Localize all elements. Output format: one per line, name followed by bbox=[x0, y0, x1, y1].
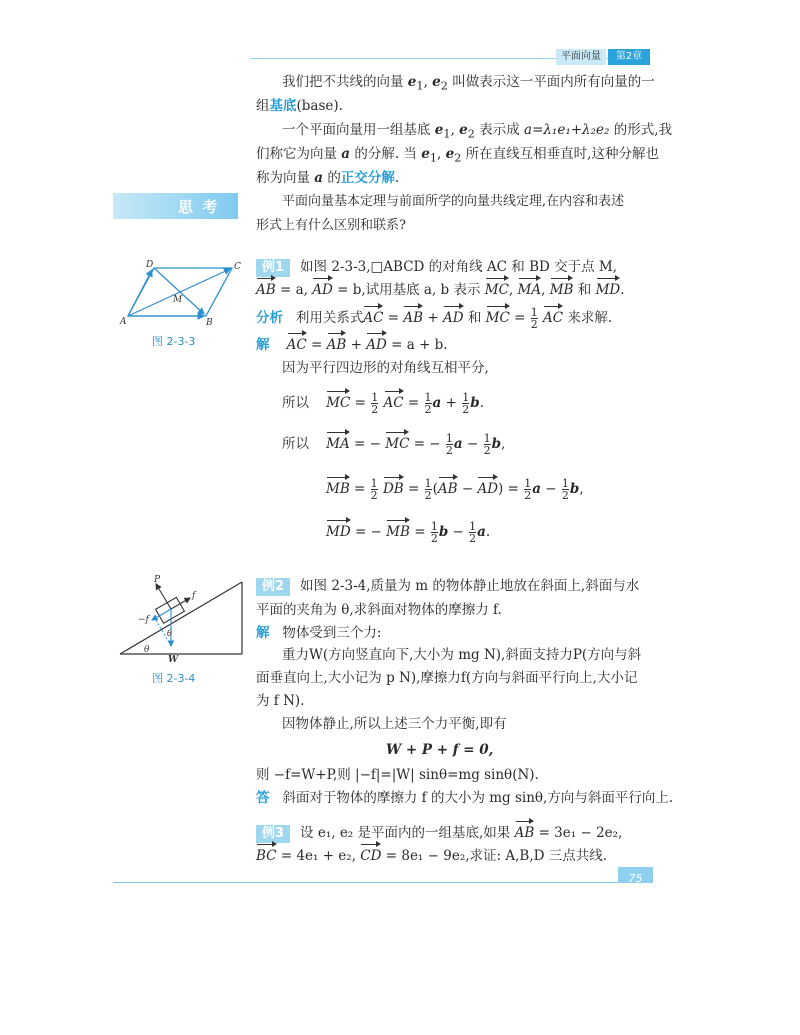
think-label-box bbox=[113, 193, 238, 219]
example2-sol2: 重力W(方向竖直向下,大小为 mg N),斜面支持力P(方向与斜 bbox=[282, 647, 642, 663]
intro-line3: 一个平面向量用一组基底 $e_1$, $e_2$ 表示成 a=λ₁e₁+λ₂e₂ 的形式,我 bbox=[282, 122, 673, 141]
example1-solution2: 因为平行四边形的对角线互相平分, bbox=[282, 360, 489, 376]
example1-badge: 例1 bbox=[256, 259, 290, 277]
example1-analysis: 分析 利用关系式AC = AB + AD 和 MC = $\frac{1}{2}$ AC 来求解. bbox=[256, 306, 613, 331]
section-title: 平面向量 bbox=[561, 51, 601, 62]
keyword-basis: 基底 bbox=[269, 98, 297, 114]
label-neg-f: −f bbox=[138, 615, 149, 625]
label-A: A bbox=[120, 317, 127, 326]
example2-sol6: 则 −f=W+P,则 |−f|=|W| sinθ=mg sinθ(N). bbox=[256, 767, 539, 783]
label-f: f bbox=[192, 591, 196, 601]
example1-mb: MB = $\frac{1}{2}$ DB = $\frac{1}{2}$ (AB − AD) = $\frac{1}{2}$ a − $\frac{1}{2}$ b, bbox=[326, 477, 584, 502]
intro-line4: 们称它为向量 a 的分解. 当 $e_1$, $e_2$ 所在直线互相垂直时,这种分解也 bbox=[256, 146, 659, 165]
chapter-title: 第2章 bbox=[615, 51, 643, 62]
figure-parallelogram bbox=[118, 258, 248, 326]
label-B: B bbox=[206, 318, 213, 326]
figure2-caption: 图 2-3-4 bbox=[152, 672, 196, 685]
think-line2: 形式上有什么区别和联系? bbox=[256, 218, 406, 233]
example1-md: MD = − MB = $\frac{1}{2}$ b − $\frac{1}{2}$ a. bbox=[326, 520, 491, 545]
label-C: C bbox=[234, 262, 241, 272]
think-label: 思 考 bbox=[178, 198, 220, 216]
solution-label: 解 bbox=[256, 337, 270, 353]
figure1-caption: 图 2-3-3 bbox=[152, 335, 196, 348]
example1-solution1: 解 AC = AB + AD = a + b. bbox=[256, 337, 448, 353]
label-M: M bbox=[173, 295, 183, 305]
header-section bbox=[556, 49, 606, 65]
think-line1: 平面向量基本定理与前面所学的向量共线定理,在内容和表述 bbox=[282, 194, 625, 209]
example3-badge: 例3 bbox=[256, 825, 290, 843]
example2-line1: 例2 如图 2-3-4,质量为 m 的物体静止地放在斜面上,斜面与水 bbox=[256, 576, 639, 596]
example2-badge: 例2 bbox=[256, 578, 290, 596]
example2-answer: 答 斜面对于物体的摩擦力 f 的大小为 mg sinθ,方向与斜面平行向上. bbox=[256, 790, 674, 806]
label-D: D bbox=[146, 260, 154, 270]
example1-mc: 所以 MC = $\frac{1}{2}$ AC = $\frac{1}{2}$ a + $\frac{1}{2}$ b. bbox=[282, 391, 484, 416]
intro-line5: 称为向量 a 的正交分解. bbox=[256, 170, 400, 186]
example1-line2: AB = a, AD = b,试用基底 a, b 表示 MC, MA, MB 和 MD. bbox=[256, 282, 625, 298]
label-W: W bbox=[168, 655, 179, 665]
example3-line1: 例3 设 e₁, e₂ 是平面内的一组基底,如果 AB = 3e₁ − 2e₂, bbox=[256, 823, 622, 843]
example2-line2: 平面的夹角为 θ,求斜面对物体的摩擦力 f. bbox=[256, 602, 502, 618]
header-chapter bbox=[608, 49, 650, 65]
keyword-orthogonal: 正交分解 bbox=[340, 170, 395, 186]
label-P: P bbox=[154, 575, 161, 585]
example2-solution-start: 解 物体受到三个力: bbox=[256, 625, 382, 641]
page-number-box bbox=[618, 867, 653, 883]
solution2-label: 解 bbox=[256, 625, 270, 641]
example2-sol5: 因物体静止,所以上述三个力平衡,即有 bbox=[282, 716, 507, 732]
analysis-label: 分析 bbox=[256, 310, 283, 326]
example3-line2: BC = 4e₁ + e₂, CD = 8e₁ − 9e₂,求证: A,B,D 三点共线. bbox=[256, 848, 608, 864]
label-theta-inner: θ bbox=[167, 629, 172, 638]
intro-line2: 组基底(base). bbox=[256, 98, 343, 114]
intro-line1: 我们把不共线的向量 $e_1$, $e_2$ 叫做表示这一平面内所有向量的一 bbox=[282, 74, 655, 93]
example2-equation: W + P + f = 0, bbox=[386, 742, 494, 758]
figure-incline bbox=[116, 574, 246, 666]
example1-line1: 例1 如图 2-3-3,□ABCD 的对角线 AC 和 BD 交于点 M, bbox=[256, 257, 617, 277]
example2-sol4: 为 f N). bbox=[256, 693, 305, 709]
page-number: 75 bbox=[628, 872, 643, 885]
footer-rule bbox=[113, 882, 653, 883]
answer-label: 答 bbox=[256, 790, 270, 806]
label-theta-angle: θ bbox=[144, 645, 150, 655]
example1-ma: 所以 MA = − MC = − $\frac{1}{2}$ a − $\frac{1}{2}$ b, bbox=[282, 432, 506, 457]
example2-sol3: 面垂直向上,大小记为 p N),摩擦力f(方向与斜面平行向上,大小记 bbox=[256, 670, 638, 686]
